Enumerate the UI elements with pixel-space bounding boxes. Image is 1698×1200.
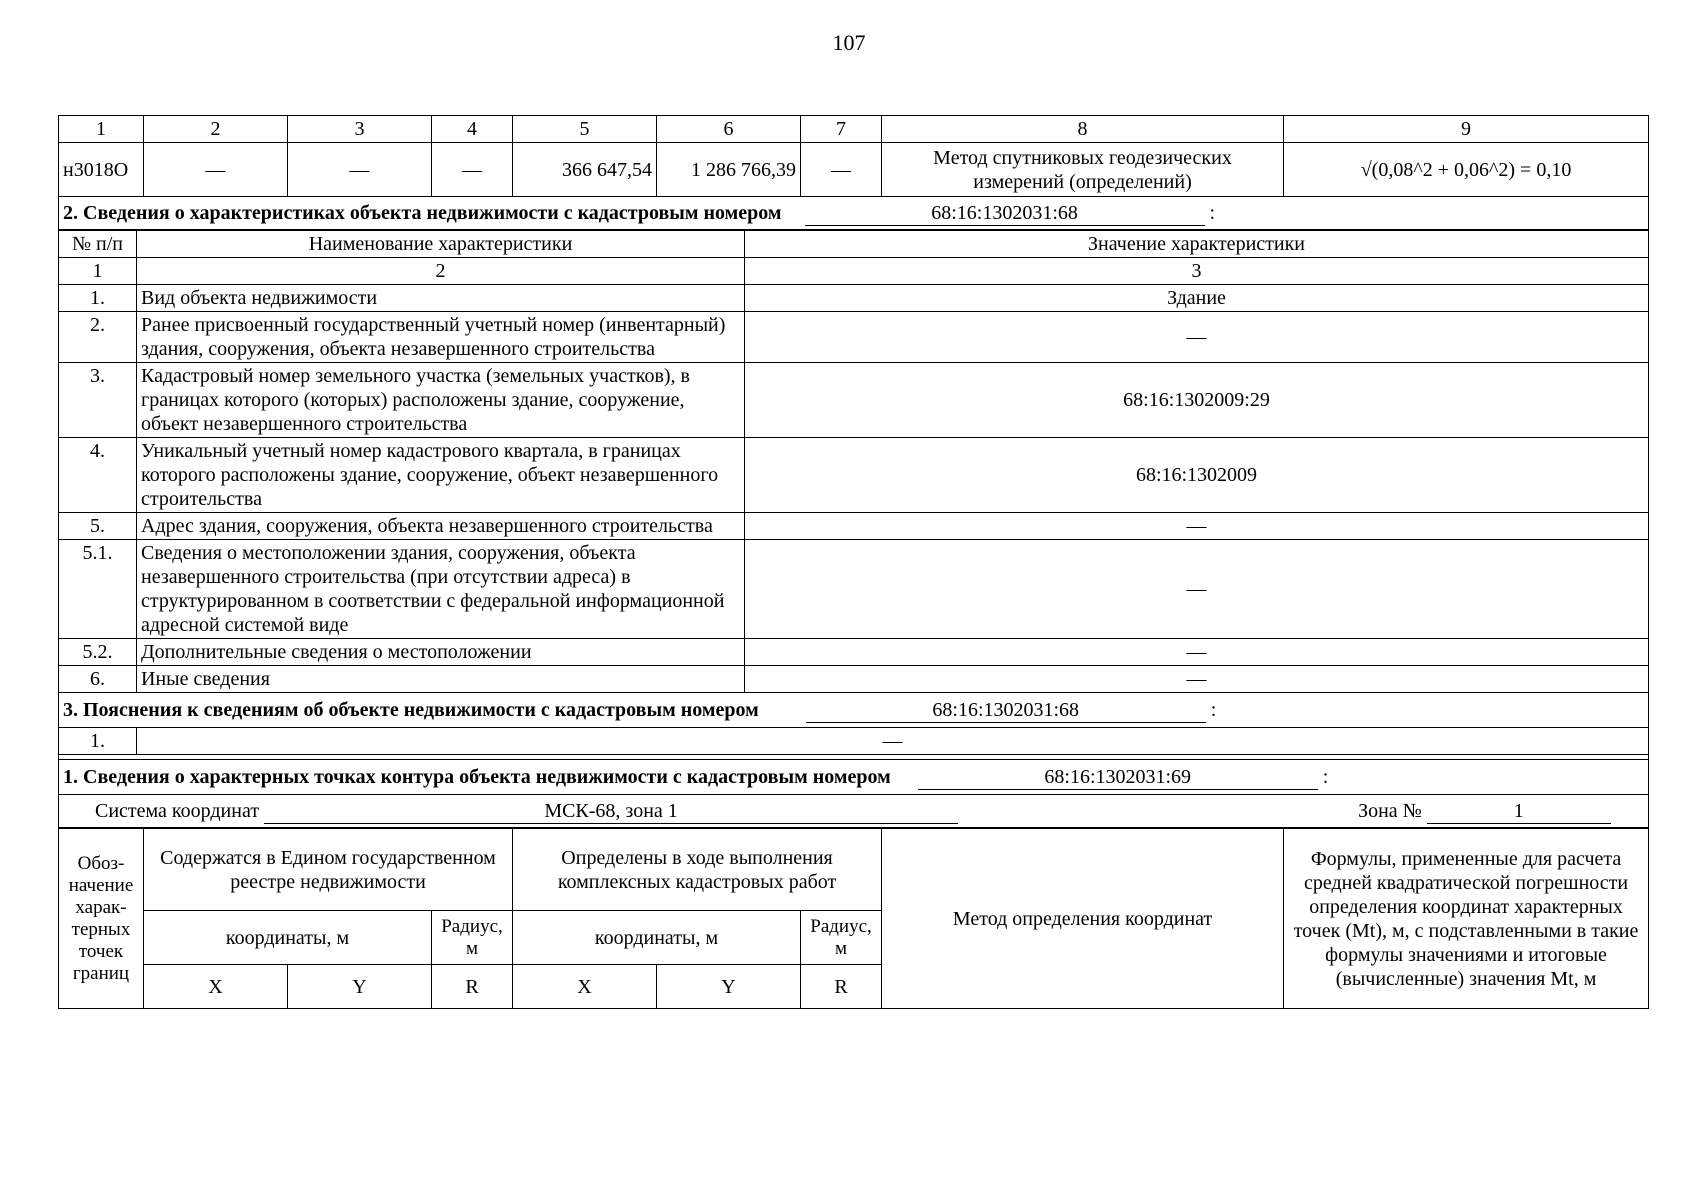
table-row [59,513,1649,540]
coord-system-value: МСК-68, зона 1 [264,799,958,824]
header-egrn: Содержатся в Едином государственном реестре недвижимости [144,829,513,911]
col-num: 6 [657,116,801,143]
coord-system-label: Система координат [95,799,260,822]
cell-dash: — [288,143,432,197]
section-2-title-row [59,197,1649,230]
row-name: Уникальный учетный номер кадастрового квартала, в границах которого расположены здание, сооружение, объект незавершенного строительства [137,438,745,513]
header-y: Y [288,965,432,1009]
header-num: № п/п [59,231,137,258]
method-cell: Метод спутниковых геодезических измерений (определений) [882,143,1284,197]
section-1-title: 1. Сведения о характерных точках контура объекта недвижимости с кадастровым номером [63,765,891,788]
row-number: 1. [59,728,137,755]
col-num: 9 [1284,116,1649,143]
row-name: Ранее присвоенный государственный учетный номер (инвентарный) здания, сооружения, объекта незавершенного строительства [137,312,745,363]
coord-system-row [59,795,1649,828]
row-number: 6. [59,666,137,693]
header-radius: Радиус, м [432,911,513,965]
header-method: Метод определения координат [882,829,1284,1009]
section-1-title-row [59,760,1649,795]
header-coords: координаты, м [144,911,432,965]
points-header-row [59,829,1649,911]
header-y: Y [657,965,801,1009]
header-value: Значение характеристики [745,231,1649,258]
coord-y: 1 286 766,39 [657,143,801,197]
section-2-cad-number: 68:16:1302031:68 [805,201,1205,226]
table-row [59,728,1649,755]
row-value: — [745,513,1649,540]
row-name: Вид объекта недвижимости [137,285,745,312]
col-num: 1 [59,116,144,143]
row-value: — [745,639,1649,666]
zone-label: Зона № [1358,799,1422,822]
row-number: 4. [59,438,137,513]
row-number: 5. [59,513,137,540]
colon: : [1209,201,1216,224]
table-row [59,639,1649,666]
col-num: 4 [432,116,513,143]
zone-value: 1 [1427,799,1611,824]
colon: : [1322,765,1329,788]
table-row [59,312,1649,363]
header-point: Обоз-начение харак-терных точек границ [59,829,144,1009]
header-name: Наименование характеристики [137,231,745,258]
row-name: Дополнительные сведения о местоположении [137,639,745,666]
col-num: 5 [513,116,657,143]
row-value: — [745,540,1649,639]
header-x: X [144,965,288,1009]
header-works: Определены в ходе выполнения комплексных кадастровых работ [513,829,882,911]
col-num: 7 [801,116,882,143]
characteristics-num-row [59,258,1649,285]
table-row [59,285,1649,312]
header-x: X [513,965,657,1009]
colon: : [1210,698,1217,721]
table-row [59,363,1649,438]
row-value: 68:16:1302009:29 [745,363,1649,438]
cell-dash: — [801,143,882,197]
section-1-cad-number: 68:16:1302031:69 [918,765,1318,790]
section-3-title: 3. Пояснения к сведениям об объекте недвижимости с кадастровым номером [63,698,759,721]
document-table [58,115,1648,1009]
section-3-cad-number: 68:16:1302031:68 [806,698,1206,723]
point-row [59,143,1649,197]
cell-dash: — [144,143,288,197]
row-value: — [137,728,1649,755]
column-numbers-row [59,116,1649,143]
col-num: 2 [137,258,745,285]
row-number: 1. [59,285,137,312]
col-num: 3 [745,258,1649,285]
row-value: Здание [745,285,1649,312]
section-2-title: 2. Сведения о характеристиках объекта недвижимости с кадастровым номером [63,201,782,224]
header-formula: Формулы, примененные для расчета средней квадратической погрешности определения координат характерных точек (Mt), м, с подставленными в такие формулы значениями и итоговые (вычисленные) значения Mt, м [1284,829,1649,1009]
header-r: R [801,965,882,1009]
header-coords: координаты, м [513,911,801,965]
formula-cell: √(0,08^2 + 0,06^2) = 0,10 [1284,143,1649,197]
section-3-title-row [59,693,1649,728]
characteristics-header-row [59,231,1649,258]
row-value: 68:16:1302009 [745,438,1649,513]
row-number: 3. [59,363,137,438]
row-name: Сведения о местоположении здания, сооружения, объекта незавершенного строительства (при отсутствии адреса) в структурированном в соответствии с федеральной информационной адресной системой виде [137,540,745,639]
page-number: 107 [832,30,866,55]
header-radius: Радиус, м [801,911,882,965]
row-name: Кадастровый номер земельного участка (земельных участков), в границах которого (которых) расположены здание, сооружение, объект незавершенного строительства [137,363,745,438]
col-num: 2 [144,116,288,143]
col-num: 3 [288,116,432,143]
point-id: н3018О [59,143,144,197]
coord-x: 366 647,54 [513,143,657,197]
cell-dash: — [432,143,513,197]
col-num: 1 [59,258,137,285]
row-name: Адрес здания, сооружения, объекта незавершенного строительства [137,513,745,540]
row-number: 5.1. [59,540,137,639]
row-number: 5.2. [59,639,137,666]
row-number: 2. [59,312,137,363]
row-name: Иные сведения [137,666,745,693]
table-row [59,438,1649,513]
row-value: — [745,312,1649,363]
col-num: 8 [882,116,1284,143]
table-row [59,540,1649,639]
table-row [59,666,1649,693]
row-value: — [745,666,1649,693]
header-r: R [432,965,513,1009]
